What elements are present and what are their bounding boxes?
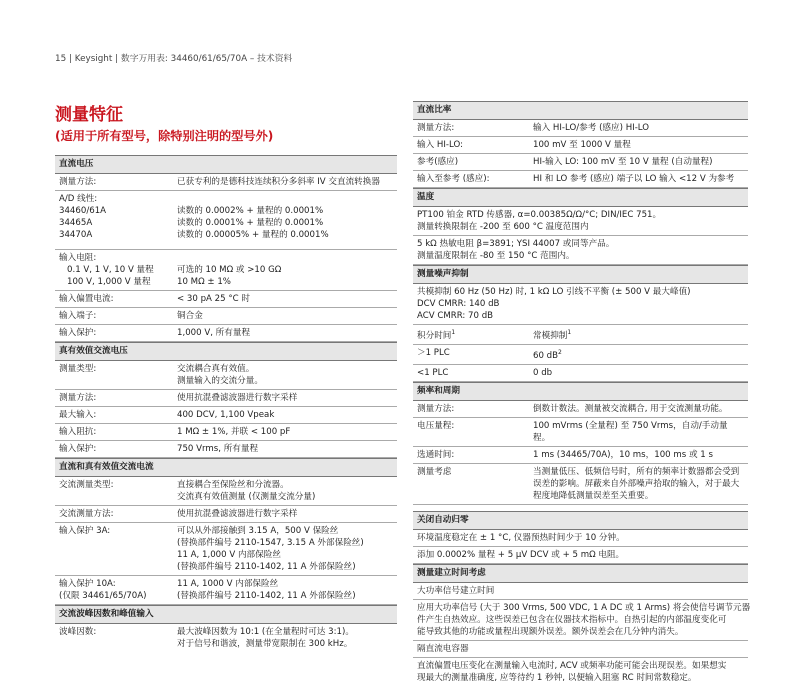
right-column bbox=[413, 101, 751, 686]
row-key: 输入 HI-LO: bbox=[417, 140, 464, 150]
row-value: 750 Vrms, 所有量程 bbox=[177, 444, 259, 454]
row-value: 使用抗混叠滤波器进行数字采样 bbox=[177, 509, 298, 519]
table-row bbox=[55, 174, 397, 191]
value-line: 最大波峰因数为 10:1 (在全量程时可达 3:1)。 bbox=[177, 627, 354, 637]
value-line: (替换部件编号 2110-1402, 11 A 外部保险丝) bbox=[177, 591, 356, 601]
row-key: ＞1 PLC bbox=[417, 347, 450, 358]
temp-thermistor-block bbox=[413, 236, 748, 265]
table-row bbox=[413, 418, 748, 447]
row-key: 34470A bbox=[59, 230, 93, 240]
value-line: 可以从外部接触到 3.15 A，500 V 保险丝 bbox=[177, 526, 339, 536]
row-value: 100 mVrms (全量程) 至 750 Vrms，自动/手动量程。 bbox=[533, 420, 728, 443]
table-row bbox=[55, 576, 397, 605]
row-value: 输入 HI-LO/参考 (感应) HI-LO bbox=[533, 123, 650, 133]
row-key: 电压量程: bbox=[417, 420, 455, 431]
row-value: 100 mV 至 1000 V 量程 bbox=[533, 140, 631, 150]
table-row bbox=[413, 171, 748, 188]
row-value: 倒数计数法。测量被交流耦合, 用于交流测量功能。 bbox=[533, 403, 728, 414]
text-row: 环境温度稳定在 ± 1 °C, 仪器预热时间少于 10 分钟。 bbox=[413, 530, 748, 547]
row-value bbox=[177, 525, 393, 573]
row-value: 铜合金 bbox=[177, 311, 203, 321]
paragraph-block bbox=[413, 600, 751, 641]
table-row bbox=[413, 120, 748, 137]
row-value bbox=[177, 479, 393, 503]
value-line: 测量输入的交流分量。 bbox=[177, 376, 263, 386]
row-key: 输入保护 3A: bbox=[59, 526, 111, 536]
row-key: 100 V, 1,000 V 量程 bbox=[67, 277, 151, 287]
key-line: 输入保护 10A: bbox=[59, 579, 116, 589]
row-key: 输入偏置电流: bbox=[59, 294, 114, 304]
noise-block bbox=[413, 284, 748, 325]
row-key: 最大输入: bbox=[59, 410, 97, 420]
text-line: 件产生自热效应。这些误差已包含在仪器技术指标中。自热引起的内部温度变化可 bbox=[417, 614, 727, 625]
text-line: 应用大功率信号 (大于 300 Vrms, 500 VDC, 1 A DC 或 1 Arms) 将会使信号调节元器 bbox=[417, 602, 751, 613]
row-value: < 30 pA 25 °C 时 bbox=[177, 294, 250, 304]
row-key: 交流测量方法: bbox=[59, 509, 114, 519]
row-value bbox=[177, 578, 393, 602]
row-key: 输入端子: bbox=[59, 311, 97, 321]
page-header: 15 | Keysight | 数字万用表: 34460/61/65/70A – 技术资料 bbox=[55, 54, 293, 64]
row-value: 使用抗混叠滤波器进行数字采样 bbox=[177, 393, 298, 403]
value-line: (替换部件编号 2110-1547, 3.15 A 外部保险丝) bbox=[177, 538, 364, 548]
text-line: 直流偏置电压变化在测量输入电流时, ACV 或频率功能可能会出现误差。如果想实 bbox=[417, 660, 727, 671]
value-line: 程度地降低测量误差至关重要。 bbox=[533, 490, 654, 501]
value-line: 误差的影响。屏蔽来自外部噪声拾取的输入，对于最大 bbox=[533, 478, 740, 489]
row-value bbox=[177, 363, 393, 387]
text-row: 添加 0.0002% 量程 + 5 μV DCV 或 + 5 mΩ 电阻。 bbox=[413, 547, 748, 564]
row-value: 10 MΩ ± 1% bbox=[177, 277, 231, 287]
row-key: <1 PLC bbox=[417, 367, 449, 378]
row-key: 参考(感应) bbox=[417, 157, 459, 167]
section-auto-zero-off: 关闭自动归零 bbox=[413, 511, 748, 530]
text-line: 测量转换限制在 -200 至 600 °C 温度范围内 bbox=[417, 222, 589, 232]
table-row bbox=[55, 361, 397, 390]
row-value: 1 MΩ ± 1%, 并联 < 100 pF bbox=[177, 427, 291, 437]
row-value: 1 ms (34465/70A)，10 ms，100 ms 或 1 s bbox=[533, 449, 713, 460]
text-line: PT100 铂金 RTD 传感器, α=0.00385Ω/Ω/°C; DIN/IEC 751。 bbox=[417, 210, 662, 220]
text-line: DCV CMRR: 140 dB bbox=[417, 299, 500, 309]
section-dc-true-rms-current: 直流和真有效值交流电流 bbox=[55, 458, 397, 477]
table-row bbox=[413, 137, 748, 154]
ad-linearity-block bbox=[55, 191, 397, 250]
row-key: 测量方法: bbox=[59, 393, 97, 403]
page-subtitle: (适用于所有型号，除特别注明的型号外) bbox=[55, 129, 274, 143]
left-column bbox=[55, 155, 397, 652]
row-key: 34465A bbox=[59, 218, 93, 228]
row-key: 测量方法: bbox=[417, 403, 455, 414]
text-line: 现最大的测量准确度, 应等待约 1 秒钟, 以便输入阻塞 RC 时间常数稳定。 bbox=[417, 672, 697, 683]
row-key bbox=[59, 578, 177, 602]
section-dc-voltage: 直流电压 bbox=[55, 155, 397, 174]
value-line: 当测量低压、低频信号时，所有的频率计数器都会受到 bbox=[533, 466, 740, 477]
row-value: HI-输入 LO: 100 mV 至 10 V 量程 (自动量程) bbox=[533, 157, 713, 167]
table-row bbox=[413, 345, 748, 365]
table-row bbox=[55, 477, 397, 506]
value-line: 11 A, 1000 V 内部保险丝 bbox=[177, 579, 279, 589]
row-key: A/D 线性: bbox=[59, 194, 98, 204]
table-row bbox=[413, 447, 748, 464]
row-key: 测量考虑 bbox=[417, 466, 452, 477]
row-key: 交流测量类型: bbox=[59, 480, 114, 490]
row-value: 60 $dB^2$ bbox=[533, 348, 562, 361]
row-key: 输入至参考 (感应): bbox=[417, 174, 490, 184]
row-value: 读数的 0.0002% + 量程的 0.0001% bbox=[177, 206, 324, 216]
row-key: 输入保护: bbox=[59, 328, 97, 338]
row-value: 0 db bbox=[533, 367, 553, 378]
value-line: 交流耦合真有效值。 bbox=[177, 364, 255, 374]
row-value: 1,000 V, 所有量程 bbox=[177, 328, 251, 338]
section-crest-factor: 交流波峰因数和峰值输入 bbox=[55, 605, 397, 624]
table-row bbox=[55, 506, 397, 523]
temp-rtd-block bbox=[413, 207, 748, 236]
row-key: 输入阻抗: bbox=[59, 427, 97, 437]
row-value bbox=[177, 626, 393, 650]
table-row bbox=[55, 407, 397, 424]
row-key: 测量方法: bbox=[417, 123, 455, 133]
table-row bbox=[55, 325, 397, 342]
table-row bbox=[55, 624, 397, 652]
value-line: 11 A, 1,000 V 内部保险丝 bbox=[177, 550, 281, 560]
input-impedance-block bbox=[55, 250, 397, 291]
text-line: 能导致其他的功能或量程出现额外误差。额外误差会在几分钟内消失。 bbox=[417, 626, 684, 637]
table-row bbox=[55, 523, 397, 576]
text-line: 5 kΩ 热敏电阻 β=3891; YSI 44007 或同等产品。 bbox=[417, 239, 615, 249]
key-line: (仅限 34461/65/70A) bbox=[59, 591, 147, 601]
row-key: 波峰因数: bbox=[59, 627, 97, 637]
row-value: 400 DCV, 1,100 Vpeak bbox=[177, 410, 275, 420]
table-row bbox=[55, 424, 397, 441]
row-value: HI 和 LO 参考 (感应) 端子以 LO 输入 <12 V 为参考 bbox=[533, 174, 735, 184]
table-header-row bbox=[413, 325, 748, 345]
row-value: 已获专利的是德科技连续积分多斜率 IV 交直流转换器 bbox=[177, 177, 380, 187]
table-row bbox=[413, 365, 748, 382]
value-line: (替换部件编号 2110-1402, 11 A 外部保险丝) bbox=[177, 562, 356, 572]
table-row bbox=[55, 390, 397, 407]
subsection-label: 隔直流电容器 bbox=[413, 641, 748, 658]
row-key: 输入保护: bbox=[59, 444, 97, 454]
page-title: 测量特征 bbox=[55, 105, 123, 125]
paragraph-block bbox=[413, 658, 748, 686]
value-line: 直接耦合至保险丝和分流器。 bbox=[177, 480, 289, 490]
row-value: 可选的 10 MΩ 或 >10 GΩ bbox=[177, 265, 282, 275]
row-value: 读数的 0.0001% + 量程的 0.0001% bbox=[177, 218, 324, 228]
table-row bbox=[413, 154, 748, 171]
value-line: 交流真有效值测量 (仅测量交流分量) bbox=[177, 492, 316, 502]
row-key: 选通时间: bbox=[417, 449, 455, 460]
text-line: 共模抑制 60 Hz (50 Hz) 时, 1 kΩ LO 引线不平衡 (± 500 V 最大峰值) bbox=[417, 287, 691, 297]
text-line: ACV CMRR: 70 dB bbox=[417, 311, 494, 321]
row-key: 测量方法: bbox=[59, 177, 97, 187]
row-value: 读数的 0.00005% + 量程的 0.0001% bbox=[177, 230, 329, 240]
table-row bbox=[55, 308, 397, 325]
row-value bbox=[533, 466, 744, 502]
section-temperature: 温度 bbox=[413, 188, 748, 207]
text-line: 测量温度限制在 -80 至 150 °C 范围内。 bbox=[417, 251, 575, 261]
table-row bbox=[413, 464, 748, 505]
row-key: 34460/61A bbox=[59, 206, 107, 216]
table-row bbox=[55, 291, 397, 308]
section-true-rms-ac-voltage: 真有效值交流电压 bbox=[55, 342, 397, 361]
row-key: 积分时间$^1$ bbox=[417, 329, 456, 341]
row-key: 测量类型: bbox=[59, 364, 97, 374]
section-noise-rejection: 测量噪声抑制 bbox=[413, 265, 748, 284]
row-key: 输入电阻: bbox=[59, 253, 97, 263]
section-settling-time: 测量建立时间考虑 bbox=[413, 564, 748, 583]
table-row bbox=[413, 401, 748, 418]
row-value: 常模抑制$^1$ bbox=[533, 329, 572, 341]
section-dc-ratio: 直流比率 bbox=[413, 101, 748, 120]
subsection-label: 大功率信号建立时间 bbox=[413, 583, 748, 600]
section-frequency-period: 频率和周期 bbox=[413, 382, 748, 401]
value-line: 对于信号和谐波，测量带宽限制在 300 kHz。 bbox=[177, 639, 353, 649]
table-row bbox=[55, 441, 397, 458]
row-key: 0.1 V, 1 V, 10 V 量程 bbox=[67, 265, 154, 275]
